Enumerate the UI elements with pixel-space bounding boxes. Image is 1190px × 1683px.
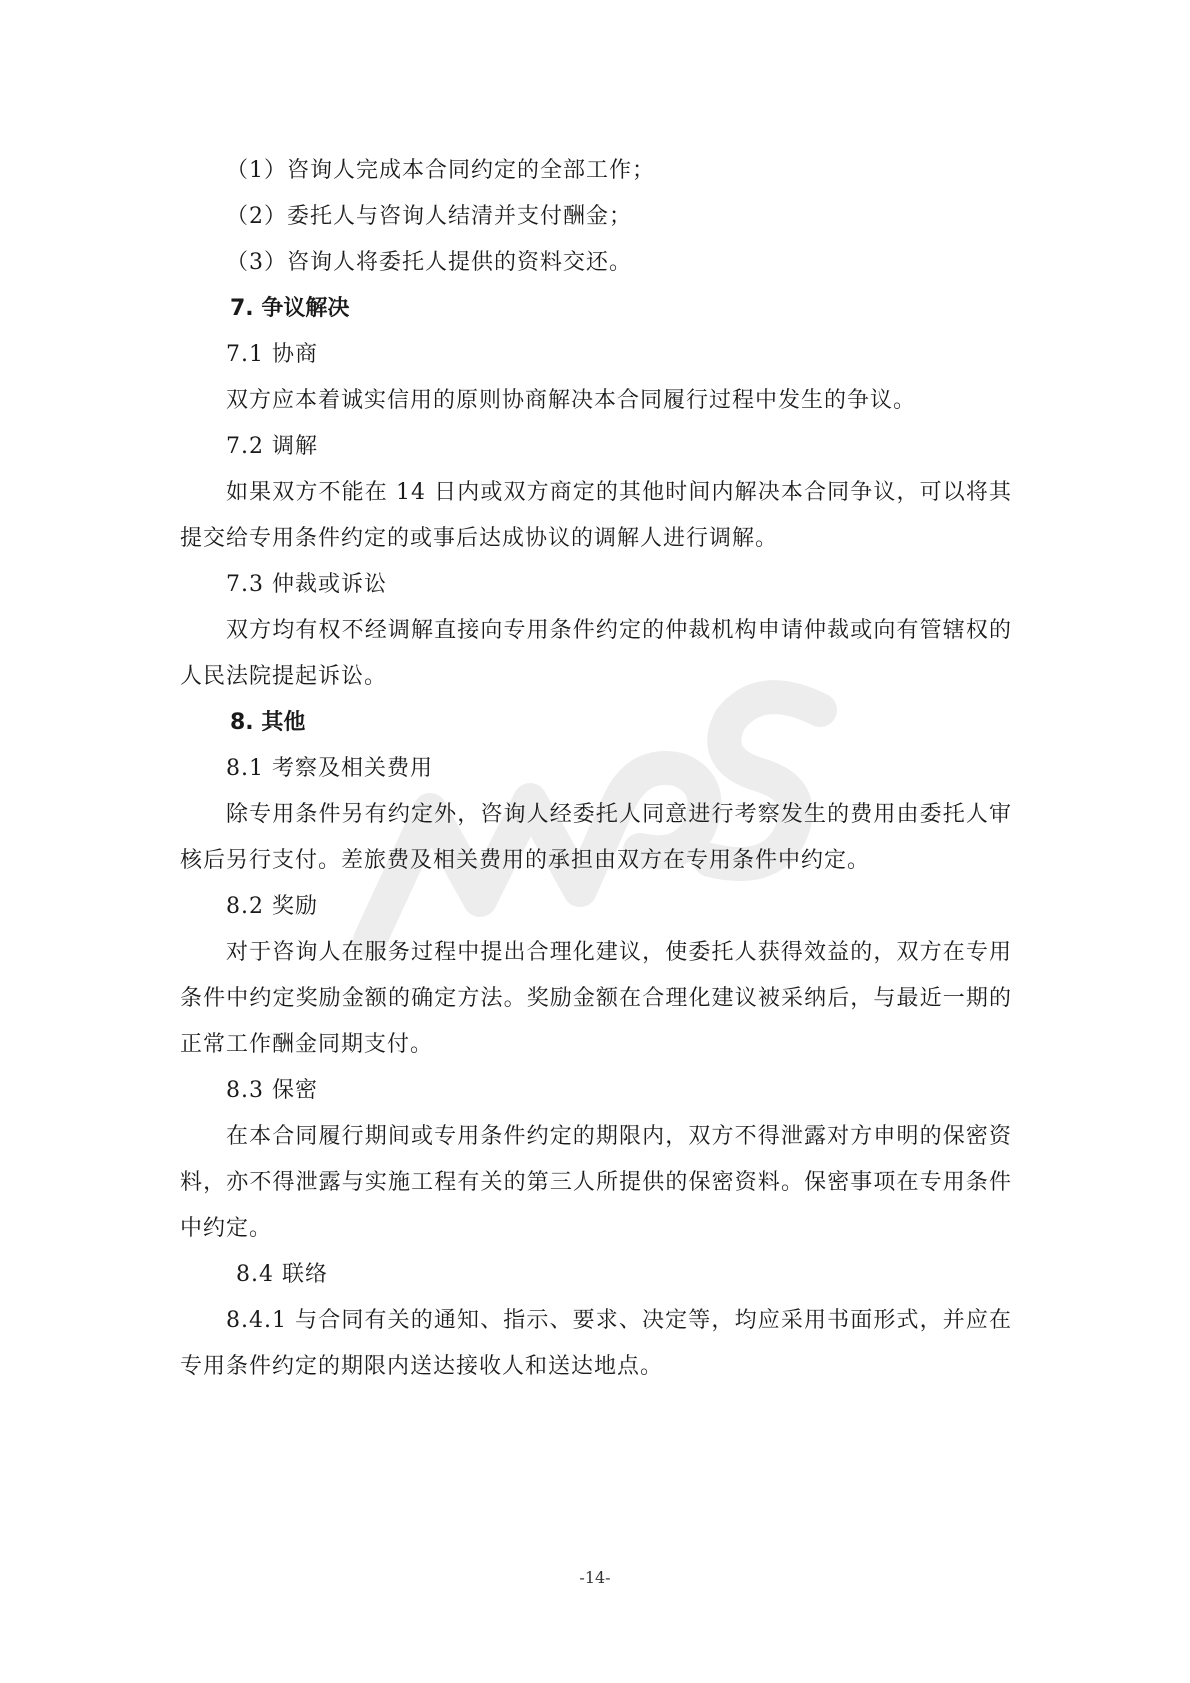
subsection-7-3-text: 双方均有权不经调解直接向专用条件约定的仲裁机构申请仲裁或向有管辖权的人民法院提起诉讼。 <box>180 618 1012 689</box>
section-heading-7: 7. 争议解决 <box>230 296 350 321</box>
document-body <box>180 148 1012 1390</box>
subsection-7-3-title: 7.3 仲裁或诉讼 <box>226 572 387 597</box>
subsection-8-2-text: 对于咨询人在服务过程中提出合理化建议，使委托人获得效益的，双方在专用条件中约定奖励金额的确定方法。奖励金额在合理化建议被采纳后，与最近一期的正常工作酬金同期支付。 <box>180 940 1012 1057</box>
subsection-8-3-text: 在本合同履行期间或专用条件约定的期限内，双方不得泄露对方申明的保密资料，亦不得泄露与实施工程有关的第三人所提供的保密资料。保密事项在专用条件中约定。 <box>180 1124 1012 1241</box>
subsection-7-2-title: 7.2 调解 <box>226 434 318 459</box>
subsection-7-1-text: 双方应本着诚实信用的原则协商解决本合同履行过程中发生的争议。 <box>226 388 917 413</box>
subsection-8-4-title: 8.4 联络 <box>236 1262 328 1287</box>
page-number: -14- <box>579 1568 611 1587</box>
subsection-8-1-title: 8.1 考察及相关费用 <box>226 756 433 781</box>
list-item-1: （1）咨询人完成本合同约定的全部工作； <box>226 158 655 183</box>
subsection-8-2-title: 8.2 奖励 <box>226 894 318 919</box>
subsection-8-3-title: 8.3 保密 <box>226 1078 318 1103</box>
subsection-8-1-text: 除专用条件另有约定外，咨询人经委托人同意进行考察发生的费用由委托人审核后另行支付。差旅费及相关费用的承担由双方在专用条件中约定。 <box>180 802 1012 873</box>
subsection-7-1-title: 7.1 协商 <box>226 342 318 367</box>
list-item-3: （3）咨询人将委托人提供的资料交还。 <box>226 250 632 275</box>
subsection-8-4-1-text: 8.4.1 与合同有关的通知、指示、要求、决定等，均应采用书面形式，并应在专用条件约定的期限内送达接收人和送达地点。 <box>180 1308 1012 1379</box>
section-heading-8: 8. 其他 <box>230 710 306 735</box>
list-item-2: （2）委托人与咨询人结清并支付酬金； <box>226 204 632 229</box>
subsection-7-2-text: 如果双方不能在 14 日内或双方商定的其他时间内解决本合同争议，可以将其提交给专用条件约定的或事后达成协议的调解人进行调解。 <box>180 480 1012 551</box>
